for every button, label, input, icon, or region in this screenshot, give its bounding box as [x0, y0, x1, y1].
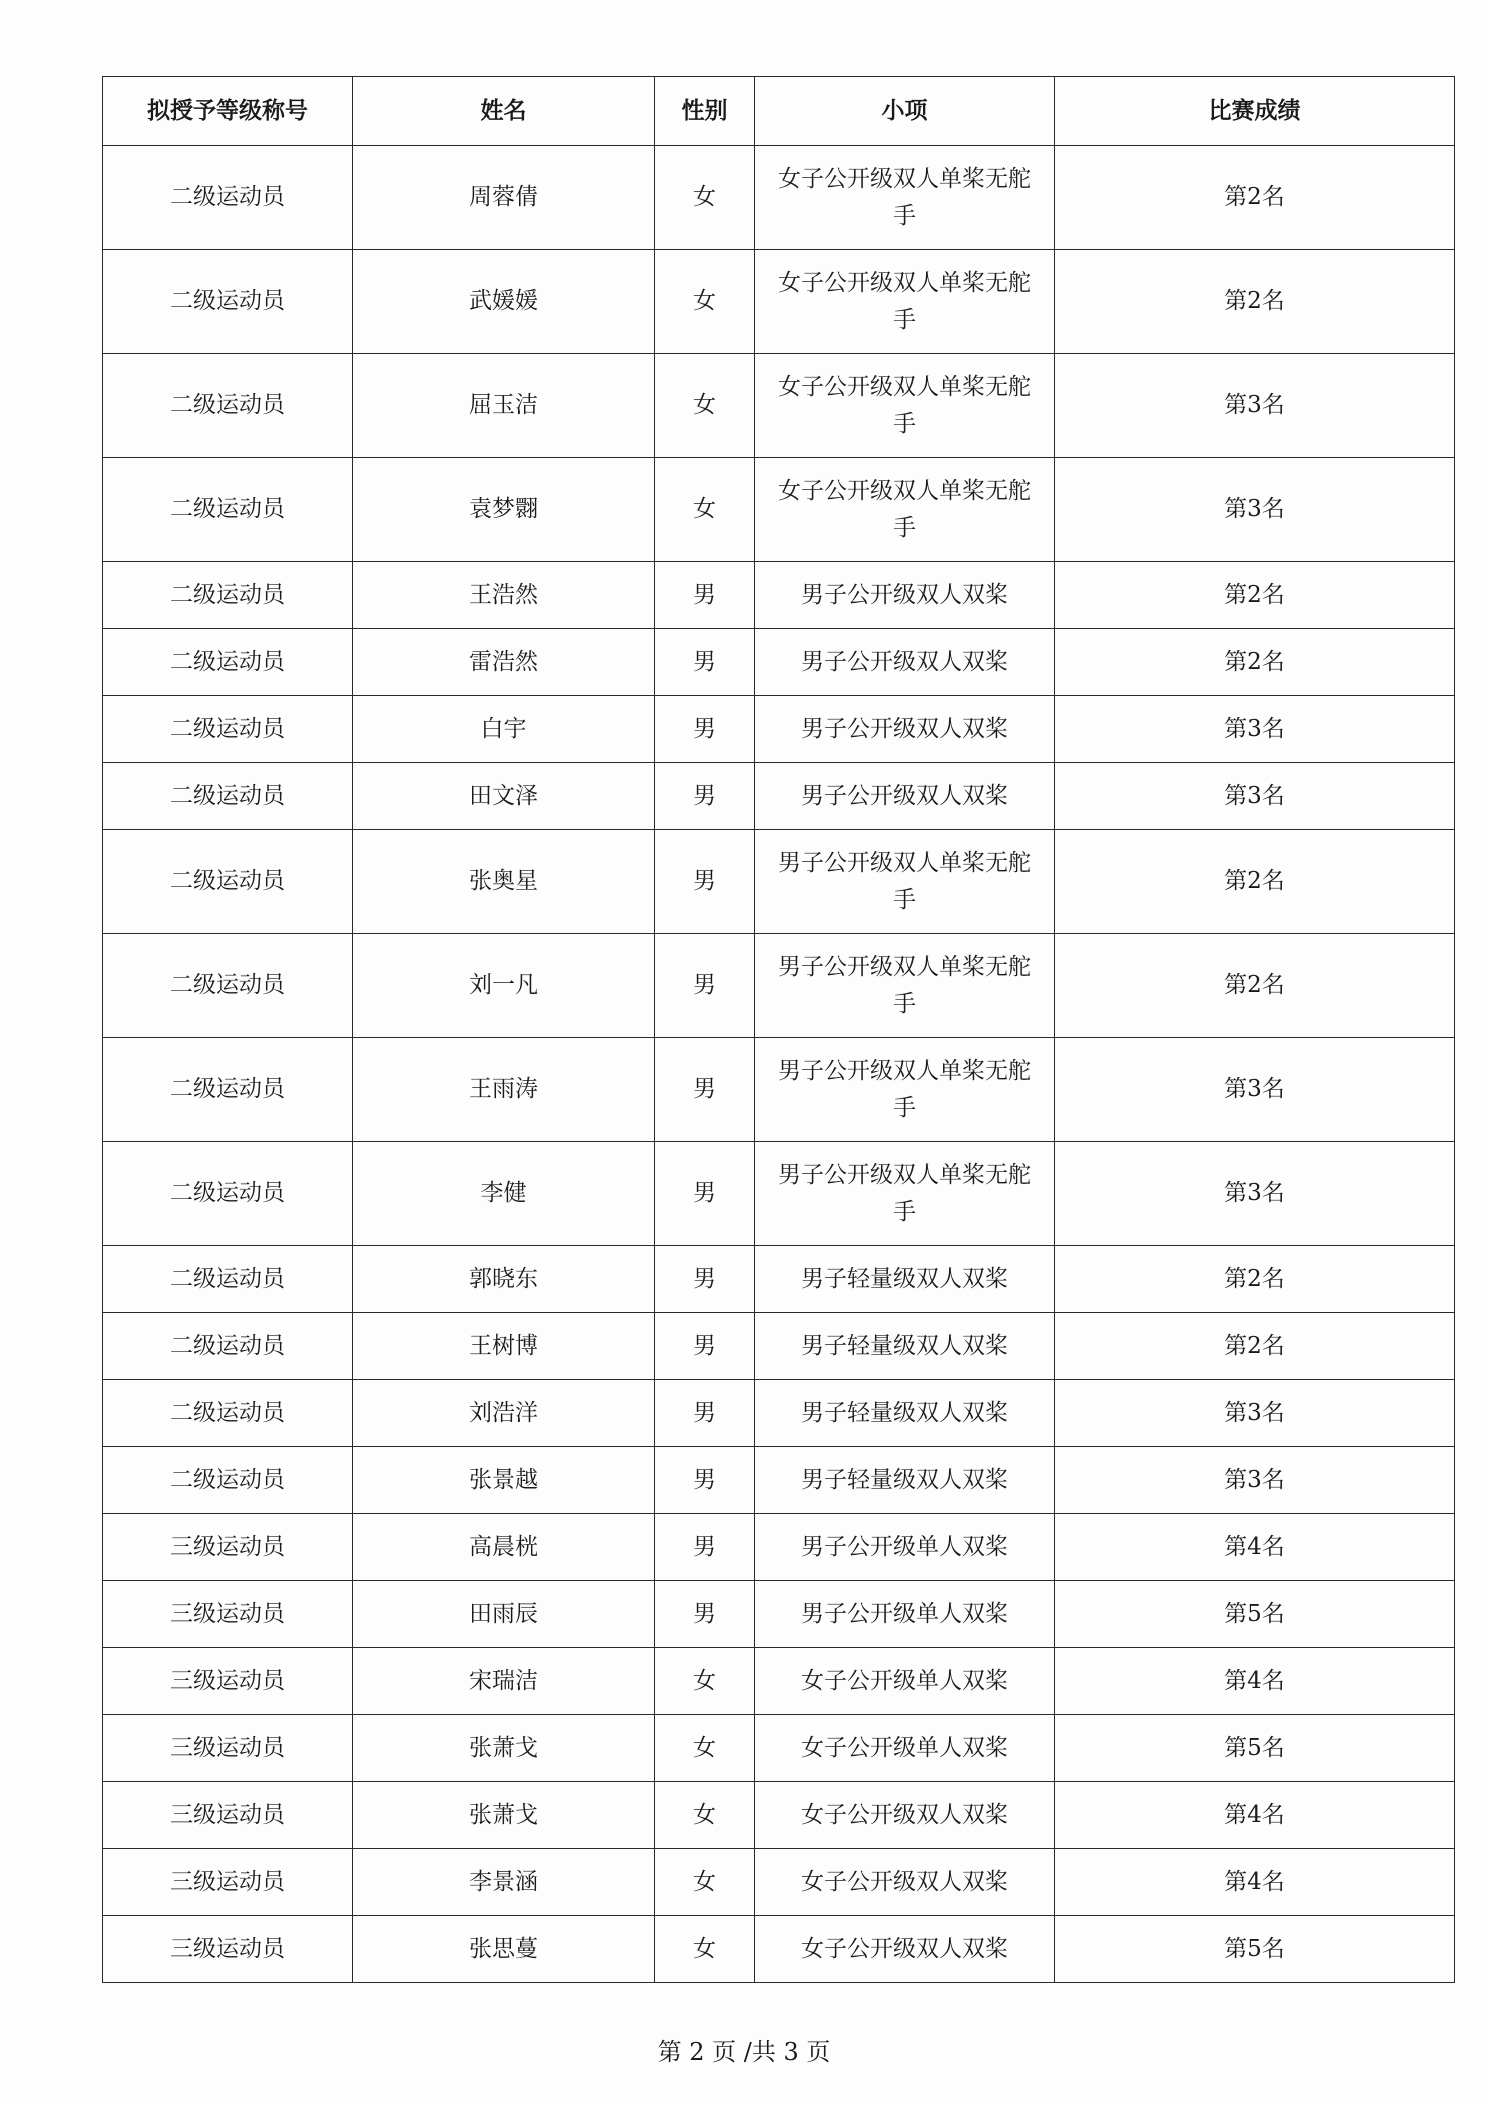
cell-event: 男子公开级单人双桨	[755, 1514, 1055, 1581]
table-row	[103, 1782, 1455, 1849]
cell-event: 女子公开级单人双桨	[755, 1648, 1055, 1715]
cell-title: 三级运动员	[103, 1581, 353, 1648]
cell-result: 第5名	[1055, 1715, 1455, 1782]
cell-result: 第4名	[1055, 1849, 1455, 1916]
cell-gender: 男	[655, 696, 755, 763]
table-row	[103, 830, 1455, 934]
cell-name: 屈玉洁	[353, 354, 655, 458]
cell-event: 男子轻量级双人双桨	[755, 1380, 1055, 1447]
cell-gender: 男	[655, 629, 755, 696]
cell-gender: 女	[655, 146, 755, 250]
table-row	[103, 1849, 1455, 1916]
cell-event: 男子公开级双人单桨无舵手	[755, 1038, 1055, 1142]
cell-event: 男子公开级双人双桨	[755, 696, 1055, 763]
cell-gender: 男	[655, 1447, 755, 1514]
cell-title: 二级运动员	[103, 458, 353, 562]
cell-gender: 男	[655, 1246, 755, 1313]
cell-name: 王雨涛	[353, 1038, 655, 1142]
table-row	[103, 250, 1455, 354]
cell-title: 三级运动员	[103, 1715, 353, 1782]
cell-name: 袁梦翾	[353, 458, 655, 562]
table-row	[103, 1715, 1455, 1782]
cell-result: 第4名	[1055, 1514, 1455, 1581]
cell-result: 第3名	[1055, 1380, 1455, 1447]
cell-gender: 女	[655, 1715, 755, 1782]
cell-name: 张景越	[353, 1447, 655, 1514]
cell-event: 男子公开级双人单桨无舵手	[755, 934, 1055, 1038]
cell-name: 李健	[353, 1142, 655, 1246]
cell-gender: 男	[655, 1514, 755, 1581]
cell-gender: 女	[655, 250, 755, 354]
cell-gender: 男	[655, 1380, 755, 1447]
cell-name: 白宇	[353, 696, 655, 763]
table-body	[103, 146, 1455, 1983]
table-header-row	[103, 77, 1455, 146]
cell-result: 第2名	[1055, 1246, 1455, 1313]
cell-name: 张思蔓	[353, 1916, 655, 1983]
cell-result: 第3名	[1055, 1142, 1455, 1246]
table-row	[103, 1581, 1455, 1648]
cell-title: 二级运动员	[103, 1380, 353, 1447]
cell-name: 李景涵	[353, 1849, 655, 1916]
cell-result: 第3名	[1055, 1447, 1455, 1514]
cell-event: 男子轻量级双人双桨	[755, 1313, 1055, 1380]
table-row	[103, 562, 1455, 629]
header-gender: 性别	[655, 77, 755, 146]
athlete-roster-table	[102, 76, 1455, 1983]
cell-event: 男子公开级双人单桨无舵手	[755, 1142, 1055, 1246]
cell-gender: 女	[655, 1648, 755, 1715]
table-row	[103, 354, 1455, 458]
header-name: 姓名	[353, 77, 655, 146]
table-row	[103, 696, 1455, 763]
cell-result: 第4名	[1055, 1648, 1455, 1715]
cell-gender: 男	[655, 763, 755, 830]
table-row	[103, 1038, 1455, 1142]
cell-name: 张萧戈	[353, 1782, 655, 1849]
page-number: 第 2 页 /共 3 页	[657, 2038, 831, 2066]
cell-event: 男子公开级单人双桨	[755, 1581, 1055, 1648]
cell-gender: 男	[655, 1038, 755, 1142]
cell-title: 三级运动员	[103, 1782, 353, 1849]
cell-gender: 男	[655, 562, 755, 629]
cell-gender: 女	[655, 1782, 755, 1849]
cell-result: 第5名	[1055, 1581, 1455, 1648]
cell-result: 第3名	[1055, 696, 1455, 763]
cell-title: 二级运动员	[103, 1038, 353, 1142]
cell-result: 第5名	[1055, 1916, 1455, 1983]
cell-name: 田雨辰	[353, 1581, 655, 1648]
cell-name: 武媛媛	[353, 250, 655, 354]
cell-title: 三级运动员	[103, 1849, 353, 1916]
cell-result: 第2名	[1055, 146, 1455, 250]
cell-event: 男子公开级双人单桨无舵手	[755, 830, 1055, 934]
table-row	[103, 934, 1455, 1038]
table-row	[103, 458, 1455, 562]
cell-title: 二级运动员	[103, 1447, 353, 1514]
cell-event: 女子公开级双人双桨	[755, 1849, 1055, 1916]
cell-title: 二级运动员	[103, 934, 353, 1038]
cell-event: 男子公开级双人双桨	[755, 562, 1055, 629]
cell-result: 第2名	[1055, 830, 1455, 934]
cell-title: 三级运动员	[103, 1648, 353, 1715]
cell-event: 男子公开级双人双桨	[755, 763, 1055, 830]
cell-name: 田文泽	[353, 763, 655, 830]
cell-title: 二级运动员	[103, 1142, 353, 1246]
cell-title: 二级运动员	[103, 629, 353, 696]
cell-title: 二级运动员	[103, 562, 353, 629]
cell-event: 女子公开级双人单桨无舵手	[755, 458, 1055, 562]
cell-title: 三级运动员	[103, 1514, 353, 1581]
cell-result: 第2名	[1055, 934, 1455, 1038]
cell-name: 王浩然	[353, 562, 655, 629]
cell-result: 第4名	[1055, 1782, 1455, 1849]
table-row	[103, 1142, 1455, 1246]
cell-event: 女子公开级单人双桨	[755, 1715, 1055, 1782]
table-row	[103, 1648, 1455, 1715]
header-event: 小项	[755, 77, 1055, 146]
table-row	[103, 1246, 1455, 1313]
table-row	[103, 1514, 1455, 1581]
cell-name: 周蓉倩	[353, 146, 655, 250]
cell-result: 第3名	[1055, 763, 1455, 830]
cell-gender: 男	[655, 934, 755, 1038]
cell-title: 二级运动员	[103, 696, 353, 763]
cell-title: 二级运动员	[103, 146, 353, 250]
cell-event: 男子轻量级双人双桨	[755, 1246, 1055, 1313]
cell-event: 女子公开级双人单桨无舵手	[755, 146, 1055, 250]
cell-gender: 男	[655, 1313, 755, 1380]
cell-name: 郭晓东	[353, 1246, 655, 1313]
cell-gender: 男	[655, 1581, 755, 1648]
header-title: 拟授予等级称号	[103, 77, 353, 146]
header-result: 比赛成绩	[1055, 77, 1455, 146]
cell-result: 第2名	[1055, 1313, 1455, 1380]
cell-gender: 男	[655, 1142, 755, 1246]
table-row	[103, 146, 1455, 250]
cell-name: 刘浩洋	[353, 1380, 655, 1447]
table-row	[103, 1447, 1455, 1514]
cell-result: 第2名	[1055, 250, 1455, 354]
cell-event: 女子公开级双人双桨	[755, 1916, 1055, 1983]
cell-title: 二级运动员	[103, 1246, 353, 1313]
table-row	[103, 1380, 1455, 1447]
cell-title: 二级运动员	[103, 830, 353, 934]
cell-name: 刘一凡	[353, 934, 655, 1038]
cell-gender: 女	[655, 1916, 755, 1983]
cell-result: 第2名	[1055, 562, 1455, 629]
cell-result: 第3名	[1055, 354, 1455, 458]
cell-result: 第2名	[1055, 629, 1455, 696]
table-row	[103, 763, 1455, 830]
cell-gender: 女	[655, 458, 755, 562]
table-row	[103, 1313, 1455, 1380]
table-row	[103, 629, 1455, 696]
cell-event: 女子公开级双人双桨	[755, 1782, 1055, 1849]
cell-name: 张萧戈	[353, 1715, 655, 1782]
cell-name: 雷浩然	[353, 629, 655, 696]
cell-event: 男子公开级双人双桨	[755, 629, 1055, 696]
cell-name: 王树博	[353, 1313, 655, 1380]
cell-gender: 女	[655, 1849, 755, 1916]
cell-result: 第3名	[1055, 458, 1455, 562]
cell-name: 张奥星	[353, 830, 655, 934]
cell-title: 二级运动员	[103, 250, 353, 354]
cell-title: 二级运动员	[103, 1313, 353, 1380]
cell-gender: 女	[655, 354, 755, 458]
cell-event: 女子公开级双人单桨无舵手	[755, 250, 1055, 354]
cell-result: 第3名	[1055, 1038, 1455, 1142]
table-row	[103, 1916, 1455, 1983]
cell-title: 三级运动员	[103, 1916, 353, 1983]
cell-gender: 男	[655, 830, 755, 934]
cell-event: 男子轻量级双人双桨	[755, 1447, 1055, 1514]
cell-event: 女子公开级双人单桨无舵手	[755, 354, 1055, 458]
cell-name: 高晨桄	[353, 1514, 655, 1581]
cell-name: 宋瑞洁	[353, 1648, 655, 1715]
cell-title: 二级运动员	[103, 354, 353, 458]
cell-title: 二级运动员	[103, 763, 353, 830]
